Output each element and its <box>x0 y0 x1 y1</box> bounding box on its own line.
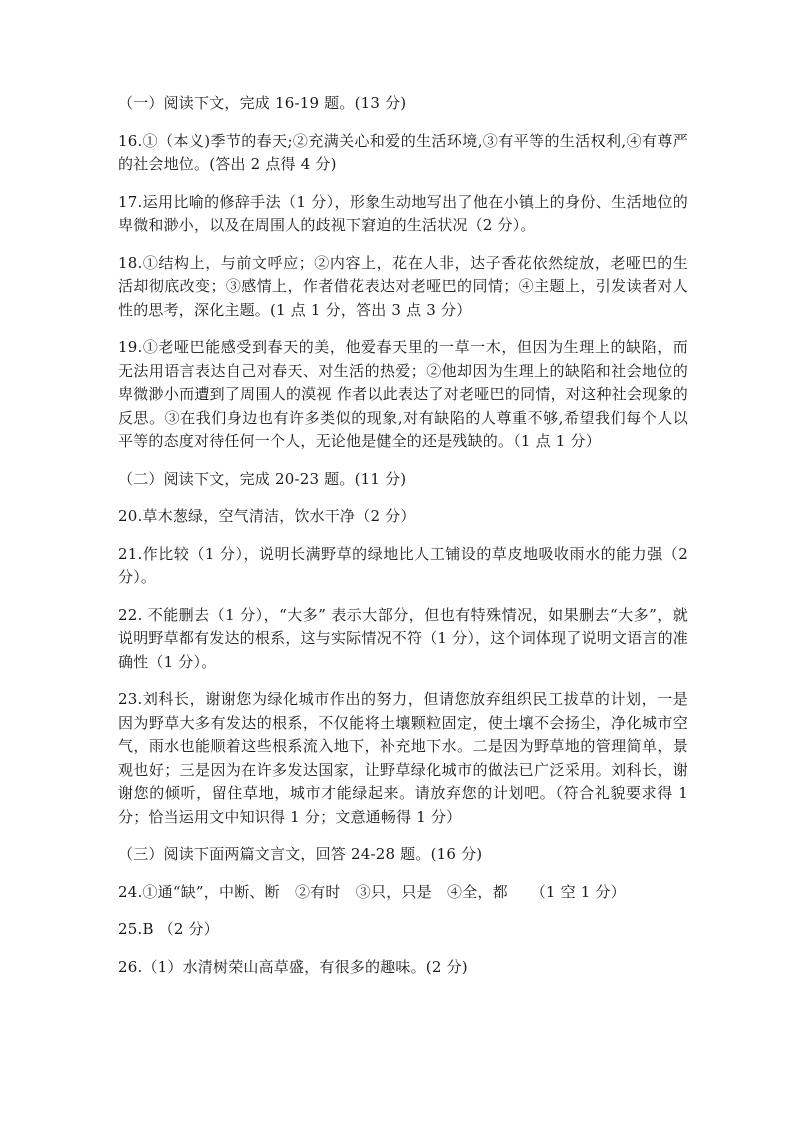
answer-24: 24.①通“缺”，中断、断 ②有时 ③只，只是 ④全，都 （1 空 1 分） <box>118 882 626 901</box>
answer-18: 18.①结构上，与前文呼应；②内容上，花在人非，达子香花依然绽放，老哑巴的生活却彻底改变；③感情上，作者借花表达对老哑巴的同情；④主题上，引发读者对人性的思考，深化主题。(1 点 1 分，答出 3 点 3 分） <box>118 253 688 319</box>
answer-25: 25.B （2 分） <box>118 920 219 938</box>
answer-17: 17.运用比喻的修辞手法（1 分），形象生动地写出了他在小镇上的身份、生活地位的卑微和渺小，以及在周围人的歧视下窘迫的生活状况（2 分）。 <box>118 192 688 234</box>
answer-23: 23.刘科长，谢谢您为绿化城市作出的努力，但请您放弃组织民工拔草的计划，一是因为野草大多有发达的根系，不仅能将土壤颗粒固定，使土壤不会扬尘，净化城市空气，雨水也能顺着这些根系流入地下，补充地下水。二是因为野草地的管理简单，景观也好；三是因为在许多发达国家，让野草绿化城市的做法已广泛采用。刘科长，谢谢您的倾听，留住草地，城市才能绿起来。请放弃您的计划吧。（符合礼貌要求得 1 分；恰当运用文中知识得 1 分；文意通畅得 1 分） <box>118 690 688 826</box>
answer-20: 20.草木葱绿，空气清洁，饮水干净（2 分） <box>118 507 416 525</box>
answer-22: 22. 不能删去（1 分），“大多” 表示大部分，但也有特殊情况，如果删去“大多”，就说明野草都有发达的根系，这与实际情况不符（1 分），这个词体现了说明文语言的准确性（1 分）。 <box>118 605 688 671</box>
answer-19: 19.①老哑巴能感受到春天的美，他爱春天里的一草一木，但因为生理上的缺陷，而无法用语言表达自己对春天、对生活的热爱；②他却因为生理上的缺陷和社会地位的卑微渺小而遭到了周围人的漠视 作者以此表达了对老哑巴的同情，对这种社会现象的反思。③在我们身边也有许多类似的现象,对有缺陷的人尊重不够,希望我们每个人以平等的态度对待任何一个人，无论他是健全的还是残缺的。（1 点 1 分） <box>118 338 688 450</box>
section-heading-3: （三）阅读下面两篇文言文，回答 24-28 题。(16 分) <box>118 845 483 863</box>
section-heading-2: （二）阅读下文，完成 20-23 题。(11 分) <box>118 469 407 488</box>
answer-26: 26.（1）水清树荣山高草盛，有很多的趣味。(2 分) <box>118 957 468 976</box>
answer-21: 21.作比较（1 分），说明长满野草的绿地比人工铺设的草皮地吸收雨水的能力强（2 分）。 <box>118 544 688 586</box>
answer-document <box>118 92 688 993</box>
answer-16: 16.①（本义)季节的春天;②充满关心和爱的生活环境,③有平等的生活权利,④有尊严的社会地位。(答出 2 点得 4 分) <box>118 131 688 173</box>
section-heading-1: （一）阅读下文，完成 16-19 题。(13 分) <box>118 94 407 112</box>
